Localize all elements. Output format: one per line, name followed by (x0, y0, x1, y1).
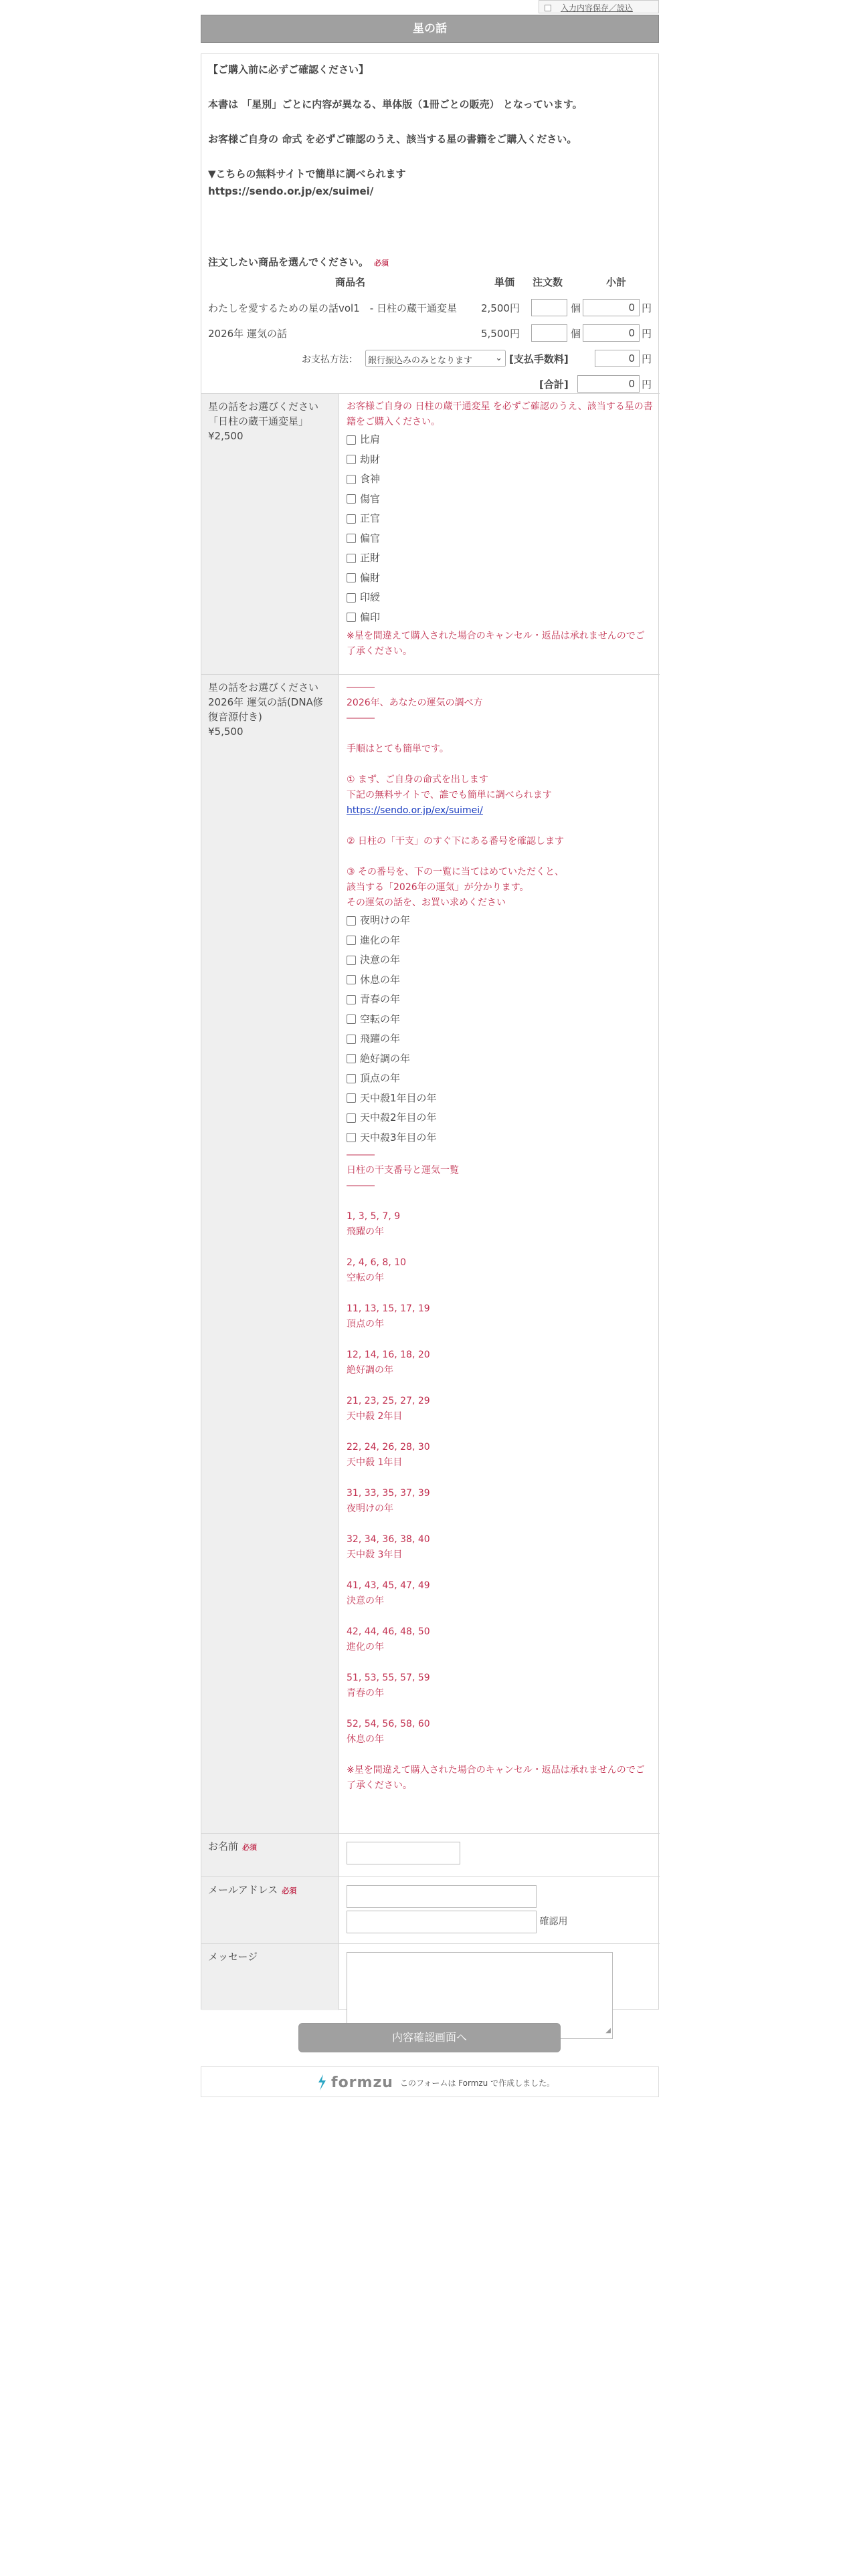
required-badge: 必須 (282, 1887, 297, 1895)
luck-numbers: 22, 24, 26, 28, 30 (347, 1442, 430, 1453)
item-name: 2026年 運気の話 (208, 328, 287, 340)
option-label: 正財 (360, 552, 381, 564)
star-option[interactable] (347, 450, 653, 470)
option-label: 劫財 (360, 453, 381, 465)
option-label: 食神 (360, 473, 381, 486)
fee-field: 0 (595, 350, 640, 367)
checkbox[interactable] (347, 916, 356, 926)
luck-list-title: 日柱の干支番号と運気一覧 (347, 1165, 459, 1176)
checkbox-icon (545, 5, 551, 11)
luck-selection-row (201, 674, 660, 1833)
luck-option[interactable] (347, 1029, 653, 1049)
checkbox[interactable] (347, 1093, 356, 1103)
star-checkbox-list (347, 430, 653, 627)
star-price: ¥2,500 (208, 430, 244, 442)
luck-numbers: 21, 23, 25, 27, 29 (347, 1396, 430, 1406)
option-label: 偏財 (360, 571, 381, 584)
email-row (201, 1876, 660, 1943)
luck-name: 決意の年 (347, 1596, 384, 1606)
option-label: 進化の年 (360, 934, 401, 946)
option-label: 偏官 (360, 532, 381, 544)
checkbox[interactable] (347, 1035, 356, 1044)
luck-name: 進化の年 (347, 1642, 384, 1652)
checkbox[interactable] (347, 554, 356, 563)
luck-numbers: 41, 43, 45, 47, 49 (347, 1580, 430, 1591)
yen-label: 円 (642, 328, 652, 340)
checkbox[interactable] (347, 593, 356, 603)
name-label: お名前 必須 (201, 1834, 339, 1876)
col-subtotal: 小計 (606, 276, 627, 288)
option-label: 天中殺1年目の年 (360, 1091, 437, 1104)
luck-price: ¥5,500 (208, 726, 244, 738)
luck-numbers: 52, 54, 56, 58, 60 (347, 1719, 430, 1729)
col-name: 商品名 (335, 276, 366, 288)
email-label: メールアドレス 必須 (201, 1877, 339, 1943)
option-label: 青春の年 (360, 993, 401, 1006)
checkbox[interactable] (347, 534, 356, 543)
star-label: 星の話をお選びください 「日柱の蔵干通変星」 ¥2,500 (201, 394, 339, 674)
luck-name: 絶好調の年 (347, 1365, 393, 1376)
luck-name: 休息の年 (347, 1734, 384, 1745)
checkbox[interactable] (347, 936, 356, 945)
formzu-brand[interactable]: formzu (331, 2074, 393, 2091)
total-row (208, 374, 653, 394)
form-body (201, 53, 659, 2034)
luck-numbers: 51, 53, 55, 57, 59 (347, 1673, 430, 1683)
luck-option[interactable] (347, 970, 653, 990)
subtotal-field: 0 (583, 324, 640, 342)
suimei-link[interactable]: https://sendo.or.jp/ex/suimei/ (347, 805, 483, 816)
checkbox[interactable] (347, 514, 356, 524)
formzu-logo-icon (315, 2074, 328, 2091)
luck-numbers: 32, 34, 36, 38, 40 (347, 1534, 430, 1545)
star-description: お客様ご自身の 日柱の蔵干通変星 を必ずご確認のうえ、該当する星の書籍をご購入ください。 (347, 401, 653, 427)
luck-numbers: 12, 14, 16, 18, 20 (347, 1350, 430, 1360)
option-label: 休息の年 (360, 973, 401, 986)
star-options (340, 394, 660, 665)
luck-numbers: 31, 33, 35, 37, 39 (347, 1488, 430, 1499)
item-name: わたしを愛するための星の話vol1 - 日柱の蔵干通変星 (208, 302, 457, 314)
footer-text: このフォームは Formzu で作成しました。 (399, 2078, 555, 2088)
checkbox[interactable] (347, 435, 356, 445)
luck-name: 飛躍の年 (347, 1226, 384, 1237)
luck-option[interactable] (347, 1128, 653, 1148)
luck-name: 天中殺 1年目 (347, 1457, 403, 1468)
star-option[interactable] (347, 430, 653, 450)
luck-option[interactable] (347, 1089, 653, 1109)
yen-label: 円 (642, 353, 652, 365)
star-option[interactable] (347, 568, 653, 588)
resize-handle-icon[interactable]: ◢ (605, 2027, 611, 2034)
intro-line3: ▼こちらの無料サイトで簡単に調べられます (208, 168, 406, 180)
unit-label: 個 (571, 302, 581, 314)
luck-name: 頂点の年 (347, 1319, 384, 1329)
star-option[interactable] (347, 588, 653, 608)
luck-option[interactable] (347, 1069, 653, 1089)
luck-name: 空転の年 (347, 1273, 384, 1283)
order-item-row (208, 323, 653, 343)
luck-label: 星の話をお選びください 2026年 運気の話(DNA修復音源付き) ¥5,500 (201, 675, 339, 1833)
luck-name: 天中殺 3年目 (347, 1549, 403, 1560)
payment-select[interactable]: 銀行振込みのみとなります ⌄ (365, 350, 506, 367)
name-row (201, 1833, 660, 1876)
payment-label: お支払方法： (302, 354, 358, 365)
luck-numbers: 42, 44, 46, 48, 50 (347, 1626, 430, 1637)
luck-option[interactable] (347, 1010, 653, 1030)
message-label: メッセージ (201, 1944, 339, 2010)
fee-label: [支払手数料] (509, 353, 569, 365)
order-item-row (208, 298, 653, 318)
option-label: 空転の年 (360, 1012, 401, 1025)
save-load-link[interactable]: 入力内容保存／読込 (539, 0, 659, 13)
order-table (208, 275, 653, 409)
option-label: 決意の年 (360, 954, 401, 966)
email-confirm-input[interactable] (347, 1911, 537, 1933)
luck-warning: ※星を間違えて購入された場合のキャンセル・返品は承れませんのでご了承ください。 (347, 1765, 645, 1791)
checkbox[interactable] (347, 1113, 356, 1123)
checkbox[interactable] (347, 1054, 356, 1063)
checkbox[interactable] (347, 573, 356, 582)
star-warning: ※星を間違えて購入された場合のキャンセル・返品は承れませんのでご了承ください。 (347, 631, 645, 657)
luck-option[interactable] (347, 911, 653, 931)
item-price: 5,500円 (481, 328, 520, 340)
checkbox[interactable] (347, 1133, 356, 1142)
option-label: 正官 (360, 512, 381, 525)
name-input[interactable] (347, 1842, 460, 1864)
email-confirm-label: 確認用 (539, 1916, 568, 1927)
subtotal-field: 0 (583, 299, 640, 316)
qty-input[interactable] (531, 299, 567, 316)
star-option[interactable] (347, 548, 653, 568)
checkbox[interactable] (347, 995, 356, 1004)
option-label: 天中殺2年目の年 (360, 1111, 437, 1124)
star-option[interactable] (347, 608, 653, 628)
intro-notice: 【ご購入前に必ずご確認ください】 (208, 64, 369, 76)
checkbox[interactable] (347, 956, 356, 965)
checkbox[interactable] (347, 1014, 356, 1024)
checkbox[interactable] (347, 613, 356, 622)
luck-numbers: 2, 4, 6, 8, 10 (347, 1257, 407, 1268)
luck-options: ――― 2026年、あなたの運気の調べ方 ――― 手順はとても簡単です。 ① まず、ご自身の命式を出します 下記の無料サイトで、誰でも簡単に調べられます https://sendo.or.jp/ex/suimei/ ② 日柱の「干支」のすぐ下にある番号を確認します ③ その番号を、下の一覧に当てはめていただくと、 該当する「2026年の運気」が分かります。 その運気の話を、お買い求めください 夜明けの年 進化の年 決意の年 休息の年 青春の年 空転の年 飛躍の年 絶好調の年 頂点の年 天中殺1年目の年 天中殺2年目の年 天中殺3年目の年 ――― 日柱の干支番号と運気一覧 ――― 1, 3, 5, 7, 9 飛躍の年 2, 4, 6, 8, 10 空転の年 11, 13, 15, 17, 19 頂点の年 12, 14, 16, 18, 20 絶好調の年 21, 23, 25, 27, 29 天中殺 2年目 22, 24, 26, 28, 30 天中殺 1年目 31, 33, 35, 37, 39 夜明けの年 32, 34, 36, 38, 40 天中殺 3年目 41, 43, 45, 47, 49 決意の年 42, 44, 46, 48, 50 進化の年 51, 53, 55, 57, 59 青春の年 52, 54, 56, 58, 60 休息の年 ※星を間違えて購入された場合のキャンセル・返品は承れませんのでご了承ください。 (340, 675, 660, 1799)
checkbox[interactable] (347, 1074, 356, 1083)
luck-option[interactable] (347, 950, 653, 970)
option-label: 頂点の年 (360, 1072, 401, 1085)
luck-name: 夜明けの年 (347, 1503, 393, 1514)
luck-checkbox-list (347, 911, 653, 1148)
message-row (201, 1943, 660, 2034)
luck-numbers: 1, 3, 5, 7, 9 (347, 1211, 401, 1222)
option-label: 印綬 (360, 591, 381, 604)
luck-name: 天中殺 2年目 (347, 1411, 403, 1422)
yen-label: 円 (642, 302, 652, 314)
luck-option[interactable] (347, 931, 653, 951)
intro-section (201, 54, 658, 272)
option-label: 比肩 (360, 433, 381, 446)
luck-number-list (347, 1194, 653, 1747)
intro-url: https://sendo.or.jp/ex/suimei/ (208, 185, 374, 197)
confirm-button[interactable]: 内容確認画面へ (298, 2023, 561, 2052)
col-qty: 注文数 (533, 276, 563, 288)
star-option[interactable] (347, 529, 653, 549)
option-label: 偏印 (360, 611, 381, 623)
item-price: 2,500円 (481, 302, 520, 314)
option-label: 絶好調の年 (360, 1052, 411, 1065)
required-badge: 必須 (374, 259, 389, 267)
star-option[interactable] (347, 469, 653, 490)
intro-line1: 本書は 「星別」ごとに内容が異なる、単体版（1冊ごとの販売） となっています。 (208, 98, 583, 110)
star-option[interactable] (347, 509, 653, 529)
unit-label: 個 (571, 328, 581, 340)
order-title: 注文したい商品を選んでください。 必須 (208, 256, 389, 268)
col-price: 単価 (494, 276, 515, 288)
checkbox[interactable] (347, 975, 356, 984)
luck-option[interactable] (347, 1049, 653, 1069)
total-field: 0 (577, 375, 640, 393)
total-label: [合計] (539, 379, 569, 391)
option-label: 傷官 (360, 492, 381, 505)
luck-name: 青春の年 (347, 1688, 384, 1699)
qty-input[interactable] (531, 324, 567, 342)
star-selection-row (201, 393, 660, 674)
email-input[interactable] (347, 1885, 537, 1908)
option-label: 夜明けの年 (360, 914, 411, 927)
intro-line2: お客様ご自身の 命式 を必ずご確認のうえ、該当する星の書籍をご購入ください。 (208, 133, 577, 145)
payment-row (208, 348, 653, 368)
form-title: 星の話 (201, 15, 659, 43)
checkbox[interactable] (347, 494, 356, 504)
luck-option[interactable] (347, 990, 653, 1010)
luck-numbers: 11, 13, 15, 17, 19 (347, 1303, 430, 1314)
option-label: 天中殺3年目の年 (360, 1131, 437, 1144)
required-badge: 必須 (242, 1843, 258, 1852)
luck-heading: 2026年、あなたの運気の調べ方 (347, 697, 483, 708)
luck-option[interactable] (347, 1108, 653, 1128)
checkbox[interactable] (347, 455, 356, 464)
option-label: 飛躍の年 (360, 1033, 401, 1045)
checkbox[interactable] (347, 475, 356, 484)
star-option[interactable] (347, 490, 653, 510)
footer (201, 2066, 659, 2097)
chevron-down-icon: ⌄ (495, 353, 502, 363)
yen-label: 円 (642, 379, 652, 391)
